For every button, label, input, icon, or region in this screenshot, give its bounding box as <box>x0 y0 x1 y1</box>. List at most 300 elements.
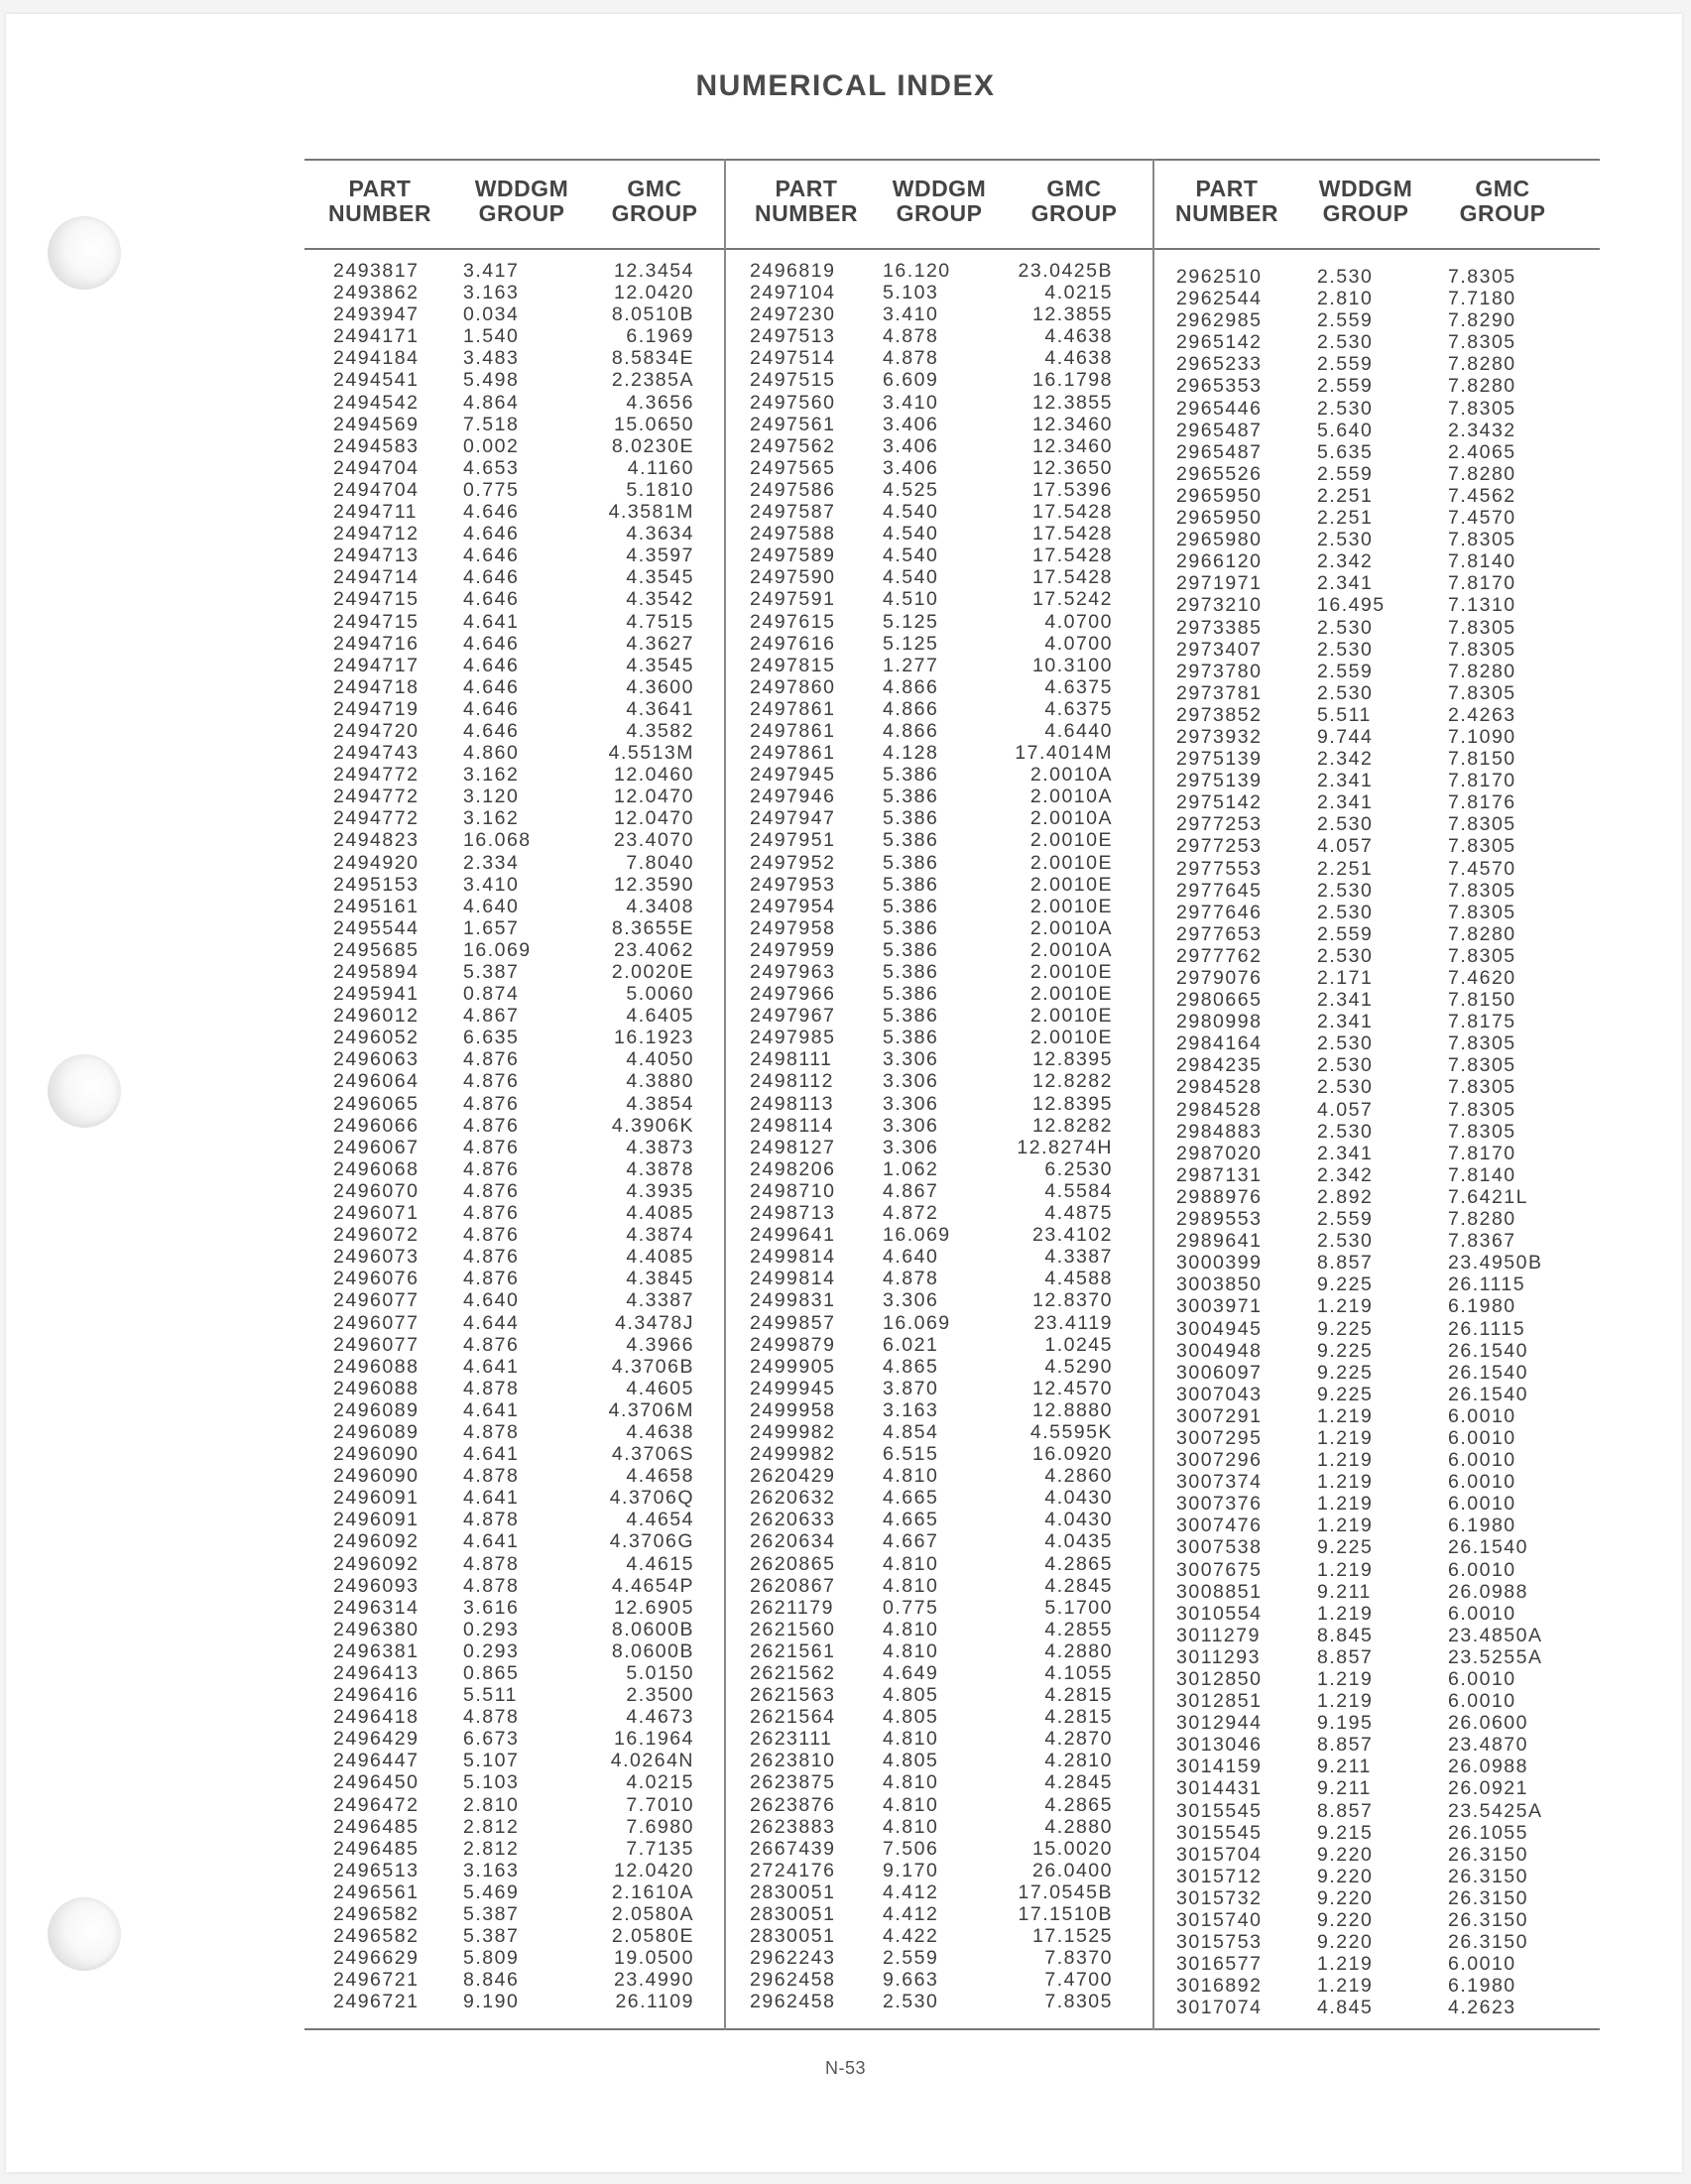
wddgm-group-cell: 5.809 <box>463 1947 520 1970</box>
part-number-cell: 2497230 <box>750 303 836 326</box>
part-number-cell: 2499905 <box>750 1355 836 1378</box>
gmc-group-cell: 12.0420 <box>614 1859 694 1881</box>
gmc-group-cell: 23.4950B <box>1448 1252 1543 1274</box>
part-number-cell: 2496077 <box>333 1311 420 1334</box>
part-number-cell: 2499814 <box>750 1268 836 1290</box>
gmc-group-cell: 4.3545 <box>626 654 694 676</box>
part-number-cell: 2494718 <box>333 675 420 698</box>
part-number-cell: 2984883 <box>1176 1120 1263 1143</box>
gmc-group-cell: 7.4700 <box>1044 1969 1113 1992</box>
wddgm-group-cell: 4.810 <box>883 1574 939 1597</box>
gmc-group-cell: 26.1055 <box>1448 1821 1528 1844</box>
gmc-group-cell: 8.0600B <box>611 1618 694 1640</box>
gmc-group-cell: 17.5428 <box>1032 523 1113 546</box>
header-wddgm-group: WDDGM GROUP <box>474 176 569 226</box>
part-number-cell: 2496381 <box>333 1639 420 1662</box>
gmc-group-cell: 19.0500 <box>614 1947 694 1970</box>
part-number-cell: 2496416 <box>333 1684 420 1707</box>
part-number-cell: 2497861 <box>750 742 836 765</box>
wddgm-group-cell: 5.386 <box>883 1027 939 1049</box>
part-number-cell: 2499982 <box>750 1443 836 1466</box>
part-number-cell: 2496582 <box>333 1925 420 1948</box>
gmc-group-cell: 7.8280 <box>1448 375 1516 398</box>
wddgm-group-cell: 9.190 <box>463 1991 520 2013</box>
gmc-group-cell: 4.2845 <box>1044 1574 1113 1597</box>
wddgm-group-cell: 4.640 <box>463 895 520 917</box>
gmc-group-cell: 4.0700 <box>1044 632 1113 655</box>
part-number-cell: 2965980 <box>1176 529 1263 551</box>
gmc-group-cell: 7.6421L <box>1448 1185 1528 1208</box>
wddgm-group-cell: 2.530 <box>1317 1032 1374 1055</box>
part-number-cell: 2962510 <box>1176 266 1263 288</box>
gmc-group-cell: 12.3855 <box>1032 303 1113 326</box>
binder-hole-bottom <box>48 1897 121 1971</box>
part-number-cell: 2830051 <box>750 1903 836 1926</box>
part-number-cell: 2495153 <box>333 873 420 896</box>
part-number-cell: 2498112 <box>750 1070 834 1093</box>
part-number-cell: 2494717 <box>333 654 420 676</box>
gmc-group-cell: 5.1810 <box>626 478 694 501</box>
wddgm-group-cell: 2.342 <box>1317 1163 1374 1186</box>
wddgm-group-cell: 5.107 <box>463 1750 520 1772</box>
part-number-cell: 2496073 <box>333 1246 420 1269</box>
part-number-cell: 2980665 <box>1176 989 1263 1012</box>
wddgm-group-cell: 4.854 <box>883 1420 939 1443</box>
part-number-cell: 2621179 <box>750 1596 834 1619</box>
part-number-cell: 2498127 <box>750 1136 836 1158</box>
wddgm-group-cell: 4.878 <box>883 1268 939 1290</box>
part-number-cell: 3007043 <box>1176 1383 1263 1405</box>
wddgm-group-column <box>1317 266 1396 2019</box>
part-number-cell: 2496070 <box>333 1179 420 1202</box>
wddgm-group-cell: 5.125 <box>883 610 939 633</box>
part-number-cell: 2971971 <box>1176 572 1263 595</box>
part-number-cell: 2497514 <box>750 347 836 370</box>
gmc-group-cell: 12.8880 <box>1032 1398 1113 1421</box>
gmc-group-cell: 4.4673 <box>626 1706 694 1729</box>
wddgm-group-cell: 4.810 <box>883 1639 939 1662</box>
wddgm-group-cell: 3.406 <box>883 434 939 457</box>
gmc-group-cell: 26.3150 <box>1448 1909 1528 1932</box>
gmc-group-cell: 7.8140 <box>1448 1163 1516 1186</box>
part-number-cell: 2497815 <box>750 654 836 676</box>
wddgm-group-cell: 1.219 <box>1317 1295 1374 1318</box>
gmc-group-cell: 5.0060 <box>626 983 694 1006</box>
header-part-number: PART NUMBER <box>1175 176 1278 226</box>
wddgm-group-cell: 3.306 <box>883 1092 939 1115</box>
wddgm-group-cell: 4.422 <box>883 1925 939 1948</box>
gmc-group-cell: 26.0400 <box>1032 1859 1113 1881</box>
gmc-group-cell: 6.1969 <box>626 325 694 348</box>
gmc-group-cell: 7.8176 <box>1448 791 1516 814</box>
gmc-group-cell: 4.1160 <box>627 456 694 479</box>
part-number-cell: 2494715 <box>333 588 420 611</box>
wddgm-group-cell: 5.635 <box>1317 440 1374 463</box>
gmc-group-cell: 23.4990 <box>614 1969 694 1992</box>
part-number-cell: 2965446 <box>1176 397 1263 420</box>
part-number-cell: 2496066 <box>333 1114 420 1137</box>
gmc-group-cell: 17.5396 <box>1032 478 1113 501</box>
gmc-group-cell: 4.3706M <box>608 1398 694 1421</box>
wddgm-group-cell: 4.876 <box>463 1333 520 1356</box>
gmc-group-cell: 4.4638 <box>626 1420 694 1443</box>
gmc-group-cell: 5.1700 <box>1044 1596 1113 1619</box>
wddgm-group-cell: 2.559 <box>883 1947 939 1970</box>
part-number-cell: 2977253 <box>1176 835 1263 858</box>
gmc-group-cell: 12.0470 <box>614 807 694 830</box>
gmc-group-column <box>580 260 694 2013</box>
wddgm-group-cell: 1.657 <box>463 916 520 939</box>
part-number-cell: 3008851 <box>1176 1580 1263 1603</box>
gmc-group-cell: 7.8170 <box>1448 770 1516 792</box>
gmc-group-cell: 7.8150 <box>1448 989 1516 1012</box>
part-number-cell: 2979076 <box>1176 967 1263 989</box>
part-number-cell: 2965526 <box>1176 462 1263 485</box>
part-number-cell: 2495544 <box>333 916 420 939</box>
wddgm-group-cell: 9.220 <box>1317 1931 1374 1954</box>
wddgm-group-cell: 4.845 <box>1317 1997 1374 2019</box>
wddgm-group-cell: 4.867 <box>463 1005 520 1028</box>
wddgm-group-cell: 5.125 <box>883 632 939 655</box>
gmc-group-cell: 4.3880 <box>626 1070 694 1093</box>
part-number-cell: 2497104 <box>750 282 836 304</box>
part-number-cell: 2620865 <box>750 1552 836 1575</box>
gmc-group-cell: 7.1310 <box>1448 594 1516 617</box>
part-number-cell: 2496513 <box>333 1859 420 1881</box>
gmc-group-cell: 7.4620 <box>1448 967 1516 989</box>
part-number-cell: 2496076 <box>333 1268 420 1290</box>
part-number-cell: 3003850 <box>1176 1274 1263 1296</box>
gmc-group-cell: 7.8280 <box>1448 660 1516 682</box>
part-number-cell: 2620633 <box>750 1509 836 1531</box>
wddgm-group-cell: 16.068 <box>463 829 532 852</box>
gmc-group-cell: 23.4870 <box>1448 1734 1528 1757</box>
gmc-group-cell: 23.4070 <box>614 829 694 852</box>
gmc-group-cell: 12.8282 <box>1032 1114 1113 1137</box>
wddgm-group-cell: 8.846 <box>463 1969 520 1992</box>
wddgm-group-cell: 5.386 <box>883 961 939 983</box>
wddgm-group-cell: 3.162 <box>463 807 520 830</box>
wddgm-group-cell: 8.857 <box>1317 1734 1374 1757</box>
wddgm-group-cell: 4.646 <box>463 632 520 655</box>
part-number-cell: 2494541 <box>333 369 420 392</box>
gmc-group-cell: 4.0435 <box>1044 1530 1113 1553</box>
wddgm-group-cell: 1.219 <box>1317 1558 1374 1581</box>
part-number-cell: 2965487 <box>1176 440 1263 463</box>
part-number-cell: 2496092 <box>333 1552 420 1575</box>
part-number-cell: 2496071 <box>333 1202 420 1225</box>
part-number-cell: 2621564 <box>750 1706 836 1729</box>
wddgm-group-cell: 4.412 <box>883 1881 939 1903</box>
part-number-cell: 3004945 <box>1176 1317 1263 1340</box>
part-number-cell: 3007374 <box>1176 1471 1263 1494</box>
wddgm-group-cell: 0.002 <box>463 434 520 457</box>
gmc-group-cell: 7.8305 <box>1448 681 1516 704</box>
part-number-cell: 2497959 <box>750 938 836 961</box>
wddgm-group-cell: 3.406 <box>883 413 939 435</box>
part-number-cell: 2667439 <box>750 1837 836 1860</box>
gmc-group-cell: 4.6375 <box>1044 675 1113 698</box>
part-number-cell: 3014159 <box>1176 1756 1263 1778</box>
wddgm-group-cell: 3.410 <box>463 873 520 896</box>
header-wddgm-group: WDDGM GROUP <box>892 176 987 226</box>
part-number-cell: 2497589 <box>750 545 836 567</box>
wddgm-group-cell: 0.293 <box>463 1618 520 1640</box>
gmc-group-cell: 26.1115 <box>1448 1317 1526 1340</box>
gmc-group-cell: 4.3600 <box>626 675 694 698</box>
wddgm-group-cell: 4.646 <box>463 501 520 524</box>
gmc-group-cell: 4.2815 <box>1044 1684 1113 1707</box>
wddgm-group-cell: 2.559 <box>1317 309 1374 332</box>
gmc-group-cell: 4.6440 <box>1044 719 1113 742</box>
wddgm-group-cell: 8.845 <box>1317 1624 1374 1646</box>
gmc-group-cell: 4.2860 <box>1044 1465 1113 1488</box>
part-number-cell: 2499641 <box>750 1224 836 1247</box>
part-number-cell: 2965950 <box>1176 484 1263 507</box>
part-number-cell: 2496064 <box>333 1070 420 1093</box>
part-number-cell: 2494772 <box>333 786 420 808</box>
gmc-group-cell: 7.8175 <box>1448 1011 1516 1033</box>
part-number-cell: 2975139 <box>1176 770 1263 792</box>
wddgm-group-cell: 4.878 <box>463 1420 520 1443</box>
part-number-cell: 3010554 <box>1176 1602 1263 1625</box>
gmc-group-cell: 12.8370 <box>1032 1289 1113 1312</box>
gmc-group-cell: 7.8305 <box>1448 331 1516 354</box>
part-number-cell: 2621563 <box>750 1684 836 1707</box>
wddgm-group-cell: 9.220 <box>1317 1909 1374 1932</box>
wddgm-group-cell: 1.219 <box>1317 1975 1374 1998</box>
part-number-cell: 3007291 <box>1176 1404 1263 1427</box>
part-number-cell: 2496072 <box>333 1224 420 1247</box>
wddgm-group-cell: 2.530 <box>1317 397 1374 420</box>
part-number-cell: 2494711 <box>333 501 418 524</box>
gmc-group-cell: 7.8305 <box>1448 1120 1516 1143</box>
part-number-cell: 2499879 <box>750 1333 836 1356</box>
gmc-group-cell: 4.5290 <box>1044 1355 1113 1378</box>
part-number-cell: 2987131 <box>1176 1163 1263 1186</box>
wddgm-group-cell: 9.225 <box>1317 1383 1374 1405</box>
gmc-group-cell: 26.0921 <box>1448 1777 1528 1800</box>
wddgm-group-cell: 3.120 <box>463 786 520 808</box>
wddgm-group-cell: 0.865 <box>463 1662 520 1684</box>
gmc-group-cell: 8.5834E <box>611 347 694 370</box>
part-number-cell: 2499958 <box>750 1398 836 1421</box>
part-number-cell: 3016892 <box>1176 1975 1263 1998</box>
part-number-cell: 2493947 <box>333 303 420 326</box>
gmc-group-cell: 4.4615 <box>626 1552 694 1575</box>
gmc-group-cell: 26.3150 <box>1448 1886 1528 1909</box>
gmc-group-cell: 4.3656 <box>626 391 694 414</box>
wddgm-group-cell: 2.251 <box>1317 484 1374 507</box>
gmc-group-cell: 12.3650 <box>1032 456 1113 479</box>
gmc-group-cell: 12.3460 <box>1032 413 1113 435</box>
wddgm-group-cell: 4.878 <box>883 325 939 348</box>
part-number-cell: 2499982 <box>750 1420 836 1443</box>
wddgm-group-cell: 2.530 <box>1317 901 1374 923</box>
part-number-cell: 2989553 <box>1176 1208 1263 1231</box>
wddgm-group-cell: 4.540 <box>883 523 939 546</box>
gmc-group-cell: 12.3454 <box>614 260 694 282</box>
wddgm-group-cell: 4.810 <box>883 1771 939 1794</box>
part-number-cell: 2497565 <box>750 456 836 479</box>
gmc-group-cell: 23.4062 <box>614 938 694 961</box>
part-number-cell: 3015732 <box>1176 1886 1263 1909</box>
part-number-cell: 2494713 <box>333 545 420 567</box>
part-number-cell: 2497515 <box>750 369 836 392</box>
gmc-group-cell: 4.3641 <box>626 697 694 720</box>
gmc-group-cell: 16.1798 <box>1032 369 1113 392</box>
gmc-group-cell: 4.2623 <box>1448 1997 1516 2019</box>
gmc-group-cell: 23.4102 <box>1032 1224 1113 1247</box>
gmc-group-cell: 7.8305 <box>1448 1076 1516 1099</box>
wddgm-group-cell: 0.775 <box>463 478 520 501</box>
part-number-cell: 2962458 <box>750 1969 836 1992</box>
wddgm-group-cell: 0.775 <box>883 1596 939 1619</box>
gmc-group-cell: 2.0010E <box>1029 1005 1113 1028</box>
wddgm-group-cell: 2.812 <box>463 1815 520 1838</box>
wddgm-group-cell: 4.876 <box>463 1246 520 1269</box>
gmc-group-cell: 26.0988 <box>1448 1580 1528 1603</box>
wddgm-group-cell: 4.864 <box>463 391 520 414</box>
wddgm-group-cell: 4.057 <box>1317 1098 1374 1121</box>
gmc-group-cell: 7.7135 <box>626 1837 694 1860</box>
wddgm-group-cell: 5.387 <box>463 961 520 983</box>
wddgm-group-cell: 9.215 <box>1317 1821 1374 1844</box>
wddgm-group-cell: 4.646 <box>463 719 520 742</box>
gmc-group-cell: 7.8170 <box>1448 572 1516 595</box>
wddgm-group-cell: 5.387 <box>463 1903 520 1926</box>
part-number-cell: 2497952 <box>750 851 836 874</box>
wddgm-group-cell: 7.518 <box>463 413 520 435</box>
gmc-group-cell: 26.1540 <box>1448 1383 1528 1405</box>
gmc-group-cell: 12.8282 <box>1032 1070 1113 1093</box>
part-number-cell: 2494823 <box>333 829 420 852</box>
wddgm-group-cell: 5.386 <box>883 786 939 808</box>
wddgm-group-cell: 1.219 <box>1317 1404 1374 1427</box>
wddgm-group-cell: 2.530 <box>1317 1230 1374 1253</box>
part-number-cell: 2962544 <box>1176 288 1263 310</box>
gmc-group-cell: 7.8305 <box>1044 1991 1113 2013</box>
gmc-group-cell: 7.8280 <box>1448 462 1516 485</box>
part-number-cell: 2962985 <box>1176 309 1263 332</box>
part-number-cell: 2973852 <box>1176 703 1263 726</box>
wddgm-group-cell: 3.306 <box>883 1070 939 1093</box>
wddgm-group-cell: 2.559 <box>1317 922 1374 945</box>
gmc-group-cell: 4.3387 <box>1044 1246 1113 1269</box>
part-number-cell: 2965353 <box>1176 375 1263 398</box>
gmc-group-cell: 4.0430 <box>1044 1509 1113 1531</box>
gmc-group-cell: 4.4085 <box>626 1246 694 1269</box>
part-number-cell: 2494542 <box>333 391 420 414</box>
part-number-cell: 2977253 <box>1176 813 1263 836</box>
wddgm-group-cell: 6.635 <box>463 1027 520 1049</box>
part-number-cell: 2620867 <box>750 1574 836 1597</box>
wddgm-group-cell: 2.530 <box>1317 331 1374 354</box>
part-number-cell: 2623875 <box>750 1771 836 1794</box>
part-number-cell: 2977646 <box>1176 901 1263 923</box>
wddgm-group-cell: 9.225 <box>1317 1361 1374 1384</box>
gmc-group-cell: 17.4014M <box>1015 742 1113 765</box>
part-number-cell: 2497861 <box>750 719 836 742</box>
part-number-cell: 2977762 <box>1176 944 1263 967</box>
part-number-cell: 3016577 <box>1176 1953 1263 1976</box>
gmc-group-cell: 4.3408 <box>626 895 694 917</box>
part-number-cell: 2494772 <box>333 807 420 830</box>
wddgm-group-cell: 4.805 <box>883 1750 939 1772</box>
wddgm-group-cell: 7.506 <box>883 1837 939 1860</box>
wddgm-group-cell: 5.386 <box>883 895 939 917</box>
gmc-group-cell: 17.1525 <box>1032 1925 1113 1948</box>
part-number-cell: 2989641 <box>1176 1230 1263 1253</box>
gmc-group-cell: 6.1980 <box>1448 1295 1516 1318</box>
wddgm-group-cell: 5.386 <box>883 764 939 787</box>
part-number-cell: 3015545 <box>1176 1799 1263 1822</box>
gmc-group-cell: 4.4638 <box>1044 347 1113 370</box>
gmc-group-cell: 17.5428 <box>1032 545 1113 567</box>
wddgm-group-cell: 4.646 <box>463 697 520 720</box>
part-number-cell: 3007538 <box>1176 1536 1263 1559</box>
wddgm-group-cell: 9.225 <box>1317 1536 1374 1559</box>
part-number-cell: 2497590 <box>750 566 836 589</box>
wddgm-group-cell: 4.646 <box>463 566 520 589</box>
gmc-group-cell: 2.0010A <box>1029 938 1113 961</box>
wddgm-group-cell: 5.511 <box>463 1684 518 1707</box>
gmc-group-cell: 4.3878 <box>626 1157 694 1180</box>
part-number-cell: 2984528 <box>1176 1098 1263 1121</box>
wddgm-group-cell: 2.334 <box>463 851 520 874</box>
wddgm-group-cell: 5.498 <box>463 369 520 392</box>
gmc-group-cell: 2.3500 <box>626 1684 694 1707</box>
gmc-group-cell: 16.0920 <box>1032 1443 1113 1466</box>
wddgm-group-cell: 2.810 <box>1317 288 1374 310</box>
part-number-cell: 2497953 <box>750 873 836 896</box>
part-number-cell: 2499945 <box>750 1377 836 1399</box>
wddgm-group-cell: 5.386 <box>883 829 939 852</box>
wddgm-group-cell: 2.559 <box>1317 462 1374 485</box>
gmc-group-cell: 4.3581M <box>608 501 694 524</box>
gmc-group-cell: 2.0010E <box>1029 873 1113 896</box>
part-number-cell: 2497591 <box>750 588 836 611</box>
wddgm-group-cell: 2.812 <box>463 1837 520 1860</box>
part-number-cell: 3015545 <box>1176 1821 1263 1844</box>
gmc-group-cell: 17.0545B <box>1018 1881 1113 1903</box>
part-number-cell: 2496091 <box>333 1509 420 1531</box>
part-number-cell: 3006097 <box>1176 1361 1263 1384</box>
wddgm-group-cell: 4.878 <box>883 347 939 370</box>
gmc-group-cell: 23.0425B <box>1018 260 1113 282</box>
wddgm-group-cell: 9.225 <box>1317 1317 1374 1340</box>
gmc-group-cell: 4.5595K <box>1029 1420 1113 1443</box>
part-number-cell: 2498206 <box>750 1157 836 1180</box>
wddgm-group-cell: 2.530 <box>1317 944 1374 967</box>
wddgm-group-cell: 4.878 <box>463 1465 520 1488</box>
part-number-cell: 2494743 <box>333 742 420 765</box>
wddgm-group-cell: 4.865 <box>883 1355 939 1378</box>
gmc-group-cell: 7.8305 <box>1448 266 1516 288</box>
wddgm-group-cell: 2.559 <box>1317 1208 1374 1231</box>
gmc-group-cell: 23.5425A <box>1448 1799 1543 1822</box>
gmc-group-cell: 6.0010 <box>1448 1404 1516 1427</box>
header-wddgm-group: WDDGM GROUP <box>1318 176 1413 226</box>
header-part-number: PART NUMBER <box>328 176 431 226</box>
wddgm-group-cell: 9.225 <box>1317 1274 1374 1296</box>
wddgm-group-cell: 4.640 <box>463 1289 520 1312</box>
part-number-cell: 2623876 <box>750 1793 836 1816</box>
table-top-rule <box>304 159 1600 161</box>
wddgm-group-cell: 4.876 <box>463 1224 520 1247</box>
wddgm-group-cell: 3.306 <box>883 1114 939 1137</box>
part-number-cell: 2494720 <box>333 719 420 742</box>
